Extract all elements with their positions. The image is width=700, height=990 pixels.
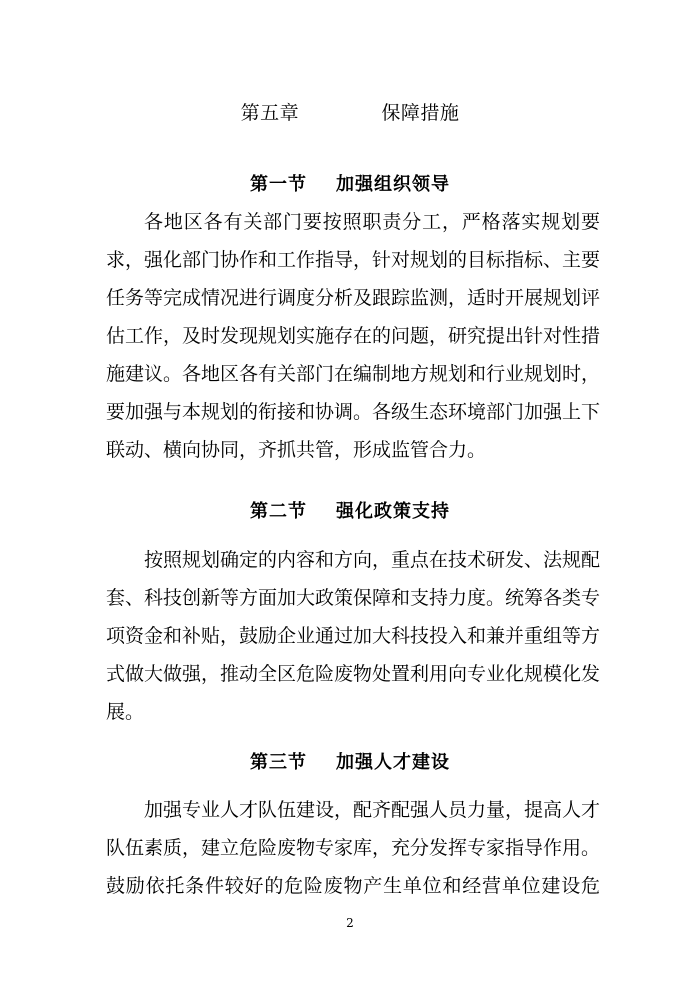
paragraph-line: 展。 bbox=[106, 701, 145, 723]
paragraph-line: 鼓励依托条件较好的危险废物产生单位和经营单位建设危 bbox=[106, 875, 600, 897]
section-3-paragraph bbox=[106, 791, 600, 905]
paragraph-line: 项资金和补贴，鼓励企业通过加大科技投入和兼并重组等方 bbox=[106, 625, 601, 647]
paragraph-line: 式做大做强，推动全区危险废物处置利用向专业化规模化发 bbox=[106, 663, 601, 685]
paragraph-line: 估工作，及时发现规划实施存在的问题，研究提出针对性措 bbox=[106, 325, 601, 347]
paragraph-line: 加强专业人才队伍建设，配齐配强人员力量，提高人才 bbox=[144, 799, 601, 821]
paragraph-line: 联动、横向协同，齐抓共管，形成监管合力。 bbox=[106, 439, 487, 461]
paragraph-line: 按照规划确定的内容和方向，重点在技术研发、法规配 bbox=[144, 549, 601, 571]
chapter-title: 第五章 保障措施 bbox=[240, 102, 460, 124]
paragraph-line: 各地区各有关部门要按照职责分工，严格落实规划要 bbox=[144, 211, 600, 233]
section-1-paragraph bbox=[106, 203, 600, 469]
section-2-paragraph bbox=[106, 541, 600, 731]
section-title-2: 第二节 强化政策支持 bbox=[249, 501, 451, 522]
section-title-1: 第一节 加强组织领导 bbox=[249, 174, 451, 195]
paragraph-line: 任务等完成情况进行调度分析及跟踪监测，适时开展规划评 bbox=[106, 287, 601, 309]
page-number: 2 bbox=[346, 916, 354, 930]
paragraph-line: 求，强化部门协作和工作指导，针对规划的目标指标、主要 bbox=[106, 249, 601, 271]
section-title-3: 第三节 加强人才建设 bbox=[249, 752, 451, 773]
paragraph-line: 要加强与本规划的衔接和协调。各级生态环境部门加强上下 bbox=[106, 401, 601, 423]
paragraph-line: 队伍素质，建立危险废物专家库，充分发挥专家指导作用。 bbox=[106, 837, 601, 859]
paragraph-line: 施建议。各地区各有关部门在编制地方规划和行业规划时， bbox=[106, 363, 601, 385]
paragraph-line: 套、科技创新等方面加大政策保障和支持力度。统筹各类专 bbox=[106, 587, 601, 609]
